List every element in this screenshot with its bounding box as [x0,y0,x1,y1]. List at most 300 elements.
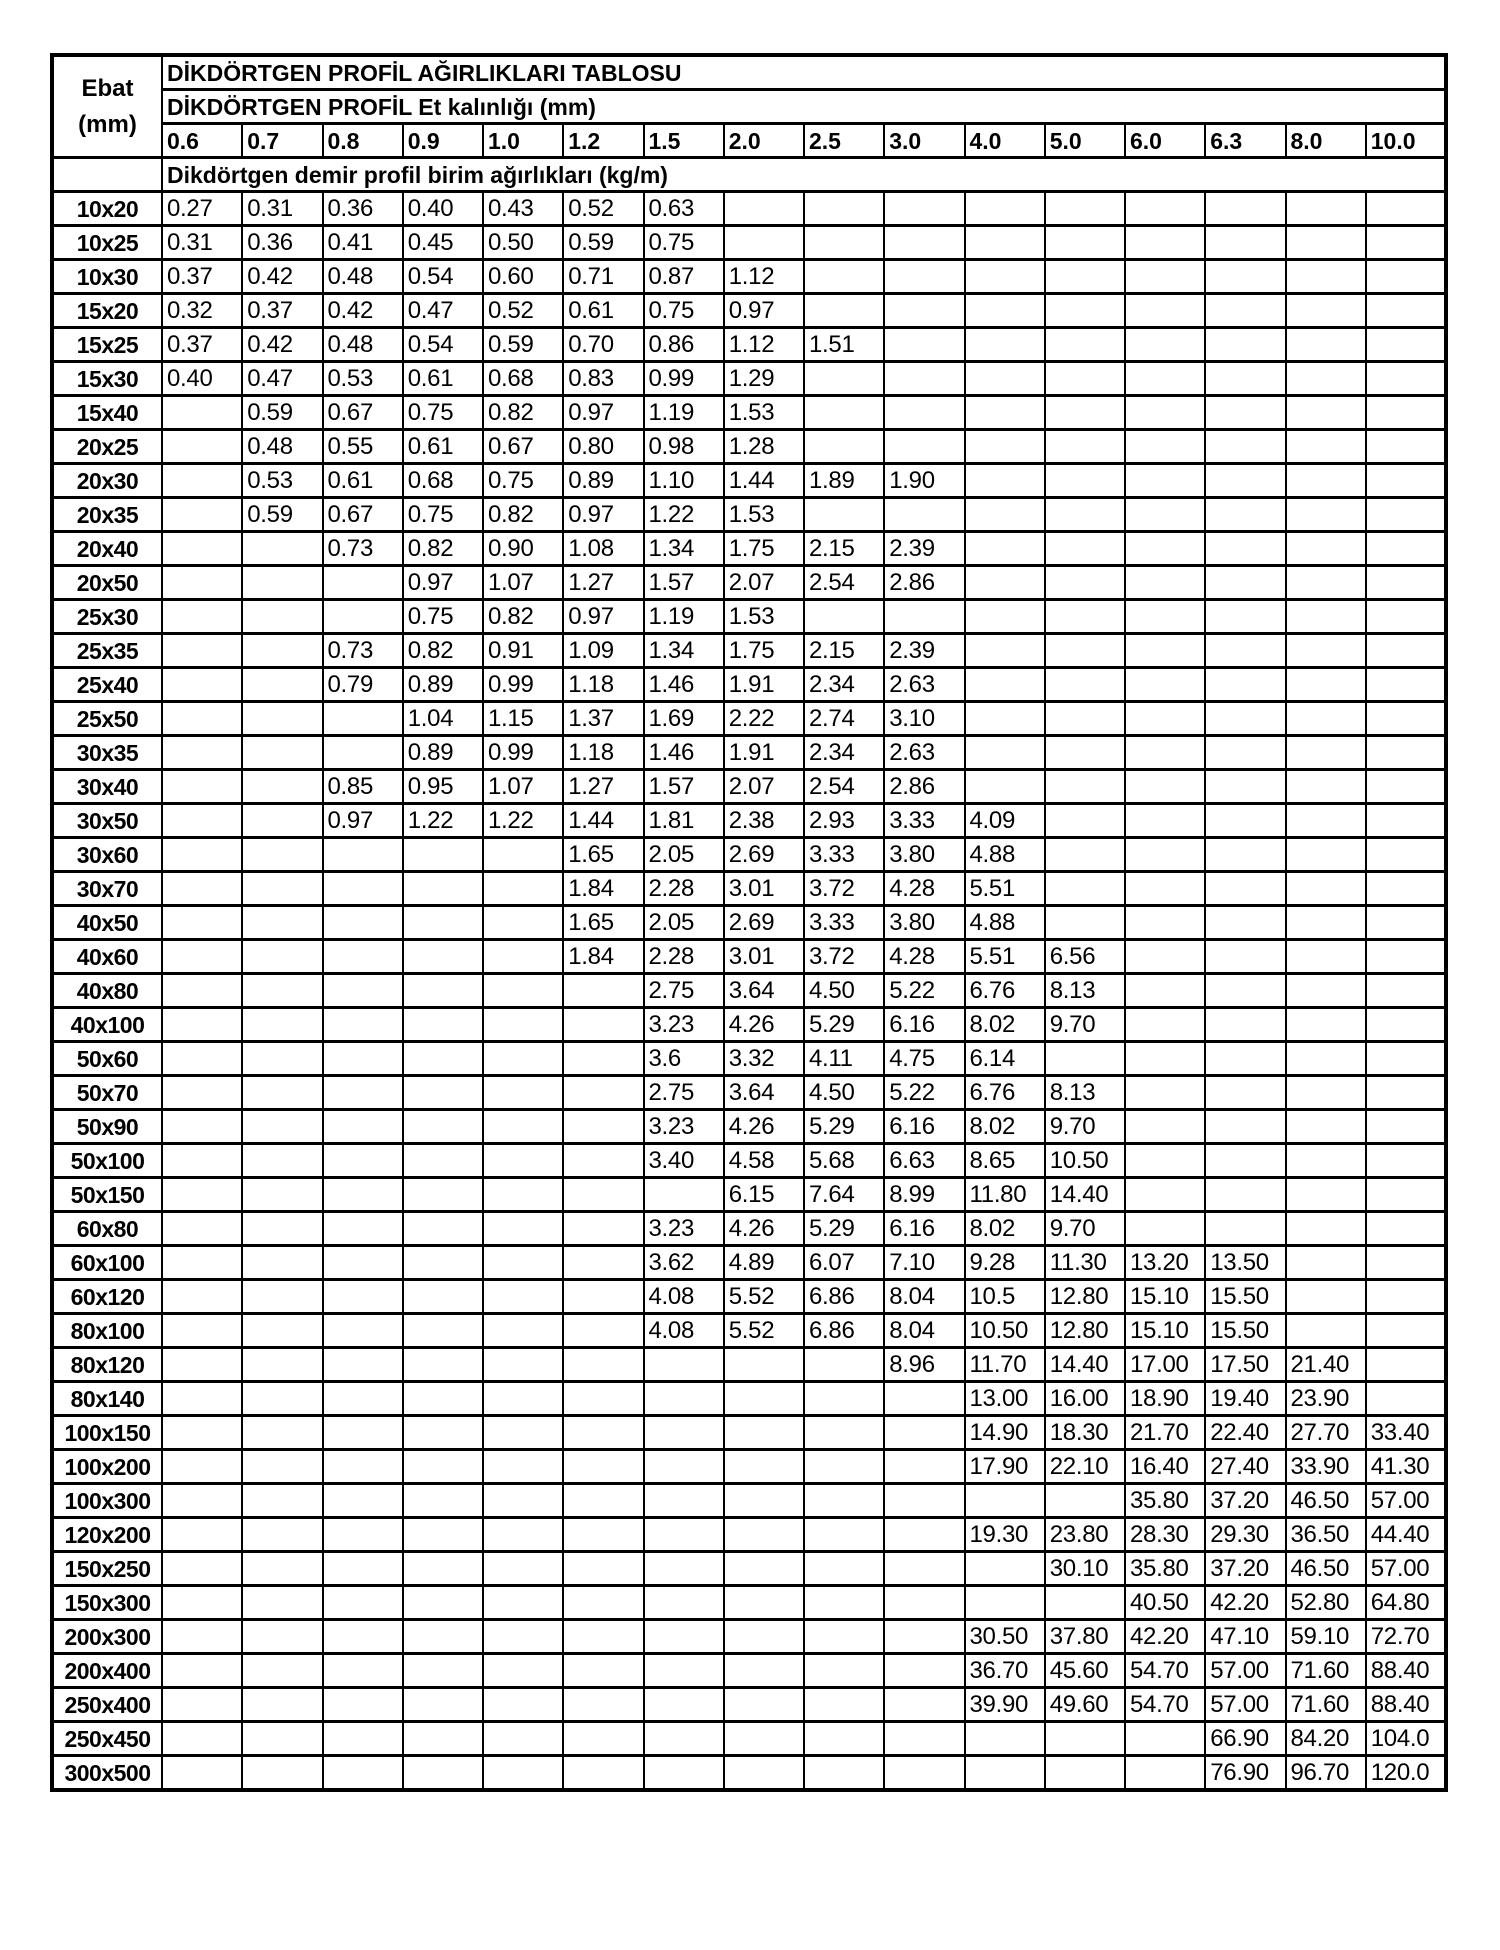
empty-cell [1205,294,1285,328]
empty-cell [563,1450,643,1484]
weight-cell: 0.82 [403,532,483,566]
empty-cell [1205,668,1285,702]
empty-cell [483,906,563,940]
empty-cell [162,1042,242,1076]
weight-cell: 4.28 [884,940,964,974]
empty-cell [323,974,403,1008]
weight-cell: 0.32 [162,294,242,328]
empty-cell [644,1722,724,1756]
weight-cell: 0.47 [242,362,322,396]
weight-cell: 23.80 [1045,1518,1125,1552]
size-label: 50x90 [52,1110,162,1144]
empty-cell [1045,1722,1125,1756]
empty-cell [1366,1382,1446,1416]
empty-cell [483,1212,563,1246]
weight-cell: 0.27 [162,192,242,226]
empty-cell [1125,294,1205,328]
weight-cell: 57.00 [1366,1484,1446,1518]
weight-cell: 0.61 [563,294,643,328]
empty-cell [563,1178,643,1212]
empty-cell [563,1314,643,1348]
table-row [52,804,1446,838]
empty-cell [1045,1756,1125,1791]
weight-cell: 2.75 [644,1076,724,1110]
weight-cell: 37.20 [1205,1484,1285,1518]
weight-cell: 0.95 [403,770,483,804]
size-label: 20x30 [52,464,162,498]
empty-cell [1045,192,1125,226]
empty-cell [804,1620,884,1654]
size-label: 60x100 [52,1246,162,1280]
empty-cell [483,1348,563,1382]
table-row [52,294,1446,328]
empty-cell [1045,260,1125,294]
empty-cell [323,1280,403,1314]
empty-cell [724,1620,804,1654]
weight-cell: 0.42 [242,260,322,294]
weight-cell: 1.28 [724,430,804,464]
empty-cell [563,1110,643,1144]
weight-cell: 1.81 [644,804,724,838]
empty-cell [965,1722,1045,1756]
empty-cell [644,1484,724,1518]
weight-cell: 3.33 [804,906,884,940]
empty-cell [1045,396,1125,430]
empty-cell [242,906,322,940]
empty-cell [162,396,242,430]
table-header [52,55,1446,192]
empty-cell [1125,770,1205,804]
empty-cell [1366,804,1446,838]
weight-cell: 0.99 [644,362,724,396]
weight-cell: 6.76 [965,974,1045,1008]
empty-cell [483,1280,563,1314]
empty-cell [1125,804,1205,838]
empty-cell [1125,872,1205,906]
empty-cell [323,1552,403,1586]
empty-cell [1125,1212,1205,1246]
empty-cell [884,498,964,532]
weight-cell: 64.80 [1366,1586,1446,1620]
weight-cell: 42.20 [1125,1620,1205,1654]
empty-cell [162,1756,242,1791]
empty-cell [1125,498,1205,532]
table-row [52,430,1446,464]
weight-cell: 0.60 [483,260,563,294]
empty-cell [1366,1280,1446,1314]
empty-cell [724,1348,804,1382]
weight-cell: 0.59 [242,396,322,430]
empty-cell [162,804,242,838]
weight-cell: 0.59 [483,328,563,362]
weight-cell: 0.37 [242,294,322,328]
empty-cell [1125,1756,1205,1791]
weight-cell: 0.87 [644,260,724,294]
empty-cell [403,1008,483,1042]
weight-cell: 33.40 [1366,1416,1446,1450]
empty-cell [965,294,1045,328]
empty-cell [242,804,322,838]
weight-cell: 17.00 [1125,1348,1205,1382]
empty-cell [1045,430,1125,464]
size-label: 40x100 [52,1008,162,1042]
weight-cell: 0.68 [403,464,483,498]
weight-cell: 57.00 [1205,1654,1285,1688]
weight-cell: 2.07 [724,566,804,600]
weight-cell: 30.10 [1045,1552,1125,1586]
empty-cell [323,1450,403,1484]
empty-cell [242,1654,322,1688]
weight-cell: 2.07 [724,770,804,804]
empty-cell [1045,838,1125,872]
empty-cell [1205,1110,1285,1144]
weight-cell: 9.70 [1045,1008,1125,1042]
weight-cell: 2.28 [644,872,724,906]
size-label: 40x50 [52,906,162,940]
size-label: 40x60 [52,940,162,974]
weight-cell: 11.80 [965,1178,1045,1212]
empty-cell [804,1722,884,1756]
weight-cell: 0.41 [323,226,403,260]
weight-cell: 0.97 [563,396,643,430]
empty-cell [323,906,403,940]
empty-cell [563,1416,643,1450]
empty-cell [724,1382,804,1416]
table-row [52,1688,1446,1722]
empty-cell [563,1620,643,1654]
empty-cell [1366,226,1446,260]
weight-cell: 2.93 [804,804,884,838]
empty-cell [563,1246,643,1280]
empty-cell [965,498,1045,532]
empty-cell [965,260,1045,294]
empty-cell [884,1586,964,1620]
empty-cell [323,1586,403,1620]
table-row [52,1382,1446,1416]
empty-cell [884,1654,964,1688]
empty-cell [1286,872,1366,906]
table-row [52,1552,1446,1586]
table-row [52,974,1446,1008]
thickness-column-header: 6.0 [1125,124,1205,158]
table-row [52,328,1446,362]
table-row [52,1110,1446,1144]
empty-cell [323,1246,403,1280]
weight-cell: 0.97 [323,804,403,838]
empty-cell [644,1586,724,1620]
weight-cell: 0.53 [242,464,322,498]
weight-cell: 1.75 [724,634,804,668]
weight-cell: 1.19 [644,600,724,634]
empty-cell [242,974,322,1008]
empty-cell [403,1076,483,1110]
weight-cell: 0.61 [403,430,483,464]
empty-cell [242,736,322,770]
weight-cell: 0.36 [323,192,403,226]
weight-cell: 0.75 [403,600,483,634]
empty-cell [1125,1144,1205,1178]
empty-cell [483,1076,563,1110]
empty-cell [323,736,403,770]
empty-cell [1366,566,1446,600]
empty-cell [483,1552,563,1586]
weight-cell: 2.15 [804,532,884,566]
weight-cell: 4.50 [804,974,884,1008]
weight-cell: 4.88 [965,838,1045,872]
empty-cell [1366,872,1446,906]
empty-cell [323,1382,403,1416]
empty-cell [563,1484,643,1518]
table-row [52,1246,1446,1280]
empty-cell [1366,838,1446,872]
empty-cell [1125,566,1205,600]
empty-cell [1366,192,1446,226]
thickness-column-header: 0.7 [242,124,322,158]
weight-cell: 0.75 [644,294,724,328]
table-row [52,1756,1446,1791]
weight-cell: 1.27 [563,770,643,804]
empty-cell [483,1144,563,1178]
empty-cell [965,464,1045,498]
empty-cell [403,1280,483,1314]
weight-cell: 1.04 [403,702,483,736]
empty-cell [1205,906,1285,940]
empty-cell [1045,532,1125,566]
weight-cell: 1.91 [724,736,804,770]
empty-cell [1125,1178,1205,1212]
empty-cell [483,1586,563,1620]
weight-cell: 0.97 [724,294,804,328]
empty-cell [1045,1042,1125,1076]
weight-cell: 1.44 [563,804,643,838]
weight-cell: 3.23 [644,1212,724,1246]
table-row [52,1450,1446,1484]
weight-cell: 3.80 [884,838,964,872]
empty-cell [483,974,563,1008]
empty-cell [1125,260,1205,294]
empty-cell [965,226,1045,260]
empty-cell [323,1654,403,1688]
empty-cell [1286,974,1366,1008]
weight-cell: 9.28 [965,1246,1045,1280]
empty-cell [1205,260,1285,294]
empty-cell [1286,294,1366,328]
weight-cell: 0.99 [483,668,563,702]
empty-cell [1366,362,1446,396]
weight-cell: 1.53 [724,600,804,634]
empty-cell [563,974,643,1008]
empty-cell [1366,1042,1446,1076]
empty-cell [724,226,804,260]
weight-cell: 0.82 [483,600,563,634]
empty-cell [644,1178,724,1212]
weight-cell: 6.14 [965,1042,1045,1076]
empty-cell [242,702,322,736]
weight-cell: 1.53 [724,396,804,430]
weight-cell: 3.6 [644,1042,724,1076]
table-row [52,566,1446,600]
weight-cell: 47.10 [1205,1620,1285,1654]
weight-cell: 21.40 [1286,1348,1366,1382]
weight-cell: 0.42 [323,294,403,328]
empty-cell [884,1416,964,1450]
empty-cell [884,1450,964,1484]
empty-cell [162,1110,242,1144]
empty-cell [884,430,964,464]
empty-cell [1045,498,1125,532]
empty-cell [965,362,1045,396]
empty-cell [884,1688,964,1722]
empty-cell [1286,566,1366,600]
weight-cell: 88.40 [1366,1688,1446,1722]
empty-cell [1045,906,1125,940]
empty-cell [162,1654,242,1688]
empty-cell [1286,498,1366,532]
weight-cell: 16.40 [1125,1450,1205,1484]
empty-cell [162,1416,242,1450]
empty-cell [884,600,964,634]
empty-cell [965,1552,1045,1586]
weight-cell: 4.26 [724,1008,804,1042]
weight-cell: 35.80 [1125,1484,1205,1518]
empty-cell [644,1552,724,1586]
empty-cell [644,1756,724,1791]
weight-cell: 1.37 [563,702,643,736]
empty-cell [162,532,242,566]
weight-cell: 0.75 [403,498,483,532]
empty-cell [162,1382,242,1416]
weight-cell: 1.18 [563,668,643,702]
weight-cell: 13.50 [1205,1246,1285,1280]
weight-cell: 1.65 [563,906,643,940]
empty-cell [1045,634,1125,668]
empty-cell [1205,430,1285,464]
size-column-header [52,55,162,158]
empty-cell [724,1586,804,1620]
weight-cell: 15.50 [1205,1280,1285,1314]
empty-cell [242,1042,322,1076]
empty-cell [242,532,322,566]
weight-cell: 0.75 [644,226,724,260]
empty-cell [1205,1144,1285,1178]
empty-cell [162,1246,242,1280]
empty-cell [162,838,242,872]
size-label: 20x40 [52,532,162,566]
empty-cell [242,1416,322,1450]
empty-cell [563,1382,643,1416]
weight-cell: 27.70 [1286,1416,1366,1450]
empty-cell [965,1586,1045,1620]
empty-cell [1286,634,1366,668]
empty-cell [403,1110,483,1144]
empty-cell [804,226,884,260]
empty-cell [965,566,1045,600]
size-label: 30x60 [52,838,162,872]
size-label: 40x80 [52,974,162,1008]
size-label: 60x80 [52,1212,162,1246]
weight-cell: 71.60 [1286,1688,1366,1722]
empty-cell [483,1688,563,1722]
empty-cell [1366,702,1446,736]
empty-cell [563,1008,643,1042]
empty-cell [403,940,483,974]
empty-cell [162,498,242,532]
empty-cell [1286,1212,1366,1246]
thickness-column-header: 8.0 [1286,124,1366,158]
empty-cell [242,872,322,906]
empty-cell [1205,736,1285,770]
empty-cell [242,940,322,974]
empty-cell [242,1246,322,1280]
weight-cell: 29.30 [1205,1518,1285,1552]
table-row [52,770,1446,804]
empty-cell [965,192,1045,226]
weight-cell: 4.11 [804,1042,884,1076]
weight-cell: 0.48 [323,260,403,294]
empty-cell [1366,634,1446,668]
weight-cell: 5.52 [724,1280,804,1314]
empty-cell [323,940,403,974]
empty-cell [323,1620,403,1654]
empty-cell [563,1076,643,1110]
empty-cell [162,1144,242,1178]
empty-cell [1286,940,1366,974]
empty-cell [1205,498,1285,532]
weight-cell: 41.30 [1366,1450,1446,1484]
empty-cell [1045,770,1125,804]
empty-cell [483,1314,563,1348]
table-row [52,1042,1446,1076]
empty-cell [1125,328,1205,362]
empty-cell [1125,362,1205,396]
empty-cell [1125,396,1205,430]
weight-cell: 3.72 [804,872,884,906]
empty-cell [884,192,964,226]
size-label: 80x100 [52,1314,162,1348]
weight-cell: 0.73 [323,532,403,566]
empty-cell [1286,226,1366,260]
weight-cell: 0.89 [403,668,483,702]
empty-cell [323,1722,403,1756]
weight-cell: 0.55 [323,430,403,464]
empty-cell [162,464,242,498]
empty-cell [403,906,483,940]
thickness-column-header: 0.6 [162,124,242,158]
weight-cell: 1.18 [563,736,643,770]
weight-cell: 42.20 [1205,1586,1285,1620]
empty-cell [1205,226,1285,260]
empty-cell [724,1416,804,1450]
empty-cell [1125,600,1205,634]
weight-cell: 6.15 [724,1178,804,1212]
empty-cell [644,1450,724,1484]
weight-cell: 6.86 [804,1280,884,1314]
size-label: 150x250 [52,1552,162,1586]
empty-cell [242,1586,322,1620]
weight-cell: 2.86 [884,566,964,600]
weight-cell: 0.48 [242,430,322,464]
weight-cell: 6.63 [884,1144,964,1178]
weight-cell: 5.51 [965,872,1045,906]
empty-cell [323,1144,403,1178]
empty-cell [644,1348,724,1382]
weight-cell: 46.50 [1286,1552,1366,1586]
empty-cell [965,532,1045,566]
weight-cell: 33.90 [1286,1450,1366,1484]
empty-cell [1205,464,1285,498]
empty-cell [1125,1110,1205,1144]
table-row [52,1416,1446,1450]
